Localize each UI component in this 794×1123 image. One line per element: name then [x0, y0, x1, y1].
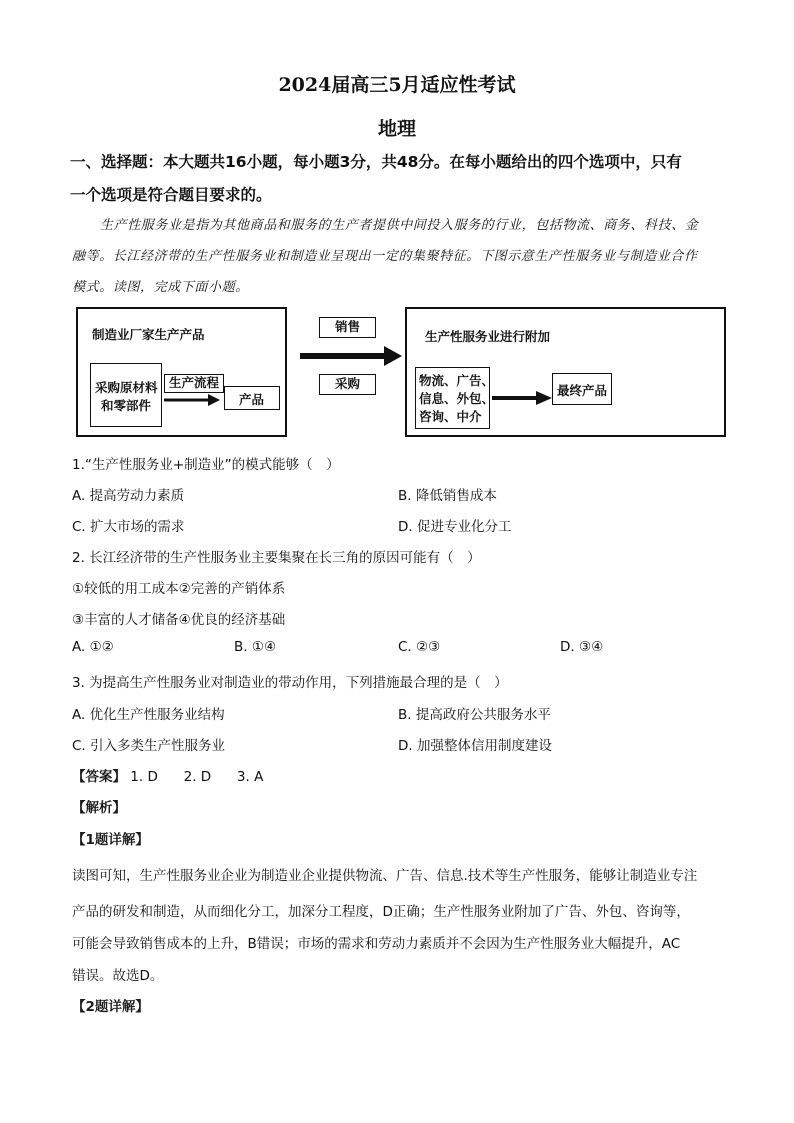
- final-product-box: [552, 373, 612, 405]
- q2-option-d: D. ③④: [560, 639, 604, 655]
- q3-option-b: B. 提高政府公共服务水平: [398, 707, 551, 723]
- material-line-3: 模式。读图，完成下面小题。: [72, 280, 249, 295]
- material-line-2: 融等。长江经济带的生产性服务业和制造业呈现出一定的集聚特征。下图示意生产性服务业与制造业合作: [72, 249, 698, 264]
- analysis-line-1: 读图可知，生产性服务业企业为制造业企业提供物流、广告、信息.技术等生产性服务，能够让制造业专注: [72, 868, 698, 884]
- q3-option-c: C. 引入多类生产性服务业: [72, 738, 226, 754]
- q1-detail-label: 【1题详解】: [72, 832, 149, 848]
- q2-statements-1: ①较低的用工成本②完善的产销体系: [72, 581, 286, 597]
- section-heading-line1: 一、选择题：本大题共16小题，每小题3分，共48分。在每小题给出的四个选项中，只有: [70, 153, 682, 171]
- service-box: [405, 307, 726, 437]
- service-title: 生产性服务业进行附加: [425, 329, 551, 344]
- q2-option-a: A. ①②: [72, 639, 114, 655]
- q2-detail-label: 【2题详解】: [72, 999, 149, 1015]
- q3-stem: 3. 为提高生产性服务业对制造业的带动作用，下列措施最合理的是（ ）: [72, 675, 508, 691]
- product-label: 产品: [239, 392, 265, 407]
- analysis-line-4: 错误。故选D。: [72, 968, 164, 984]
- answer-values: 1. D 2. D 3. A: [130, 769, 264, 785]
- analysis-line-2: 产品的研发和制造，从而细化分工，加深分工程度，D正确；生产性服务业附加了广告、外包、咨询等，: [72, 904, 690, 920]
- exam-title: 2024届高三5月适应性考试: [278, 74, 516, 96]
- q1-stem: 1.“生产性服务业+制造业”的模式能够（ ）: [72, 457, 340, 473]
- process-arrow: [162, 393, 222, 407]
- services-line2: 信息、外包、: [419, 391, 495, 406]
- q1-option-a: A. 提高劳动力素质: [72, 488, 185, 504]
- q3-option-a: A. 优化生产性服务业结构: [72, 707, 225, 723]
- product-box: [224, 386, 280, 410]
- services-line3: 咨询、中介: [419, 409, 482, 424]
- manufacturer-title: 制造业厂家生产产品: [92, 327, 205, 342]
- analysis-label: 【解析】: [72, 800, 126, 816]
- cooperation-diagram: [76, 307, 726, 439]
- raw-material-line1: 采购原材料: [95, 380, 158, 395]
- final-product-label: 最终产品: [557, 383, 608, 398]
- manufacturer-box: [76, 307, 287, 437]
- final-arrow: [490, 390, 554, 406]
- process-label: 生产流程: [164, 374, 224, 393]
- subject-title: 地理: [377, 118, 416, 140]
- raw-material-box: [90, 363, 162, 427]
- services-line1: 物流、广告、: [419, 373, 495, 388]
- sell-label: 销售: [319, 317, 376, 338]
- q1-option-b: B. 降低销售成本: [398, 488, 497, 504]
- section-heading-line2: 一个选项是符合题目要求的。: [70, 186, 272, 204]
- answer-line: [72, 765, 263, 785]
- material-line-1: 生产性服务业是指为其他商品和服务的生产者提供中间投入服务的行业，包括物流、商务、科技、金: [100, 218, 699, 233]
- analysis-line-3: 可能会导致销售成本的上升，B错误；市场的需求和劳动力素质并不会因为生产性服务业大幅提升，AC: [72, 936, 681, 952]
- q2-statements-2: ③丰富的人才储备④优良的经济基础: [72, 612, 286, 628]
- sell-arrow: [298, 344, 404, 368]
- buy-label: 采购: [319, 374, 376, 395]
- q1-option-c: C. 扩大市场的需求: [72, 519, 185, 535]
- q1-option-d: D. 促进专业化分工: [398, 519, 512, 535]
- q3-option-d: D. 加强整体信用制度建设: [398, 738, 552, 754]
- services-list-box: [415, 367, 495, 429]
- q2-option-c: C. ②③: [398, 639, 441, 655]
- raw-material-line2: 和零部件: [101, 398, 152, 413]
- answer-label: 【答案】: [72, 769, 126, 785]
- q2-option-b: B. ①④: [234, 639, 277, 655]
- q2-stem: 2. 长江经济带的生产性服务业主要集聚在长三角的原因可能有（ ）: [72, 550, 481, 566]
